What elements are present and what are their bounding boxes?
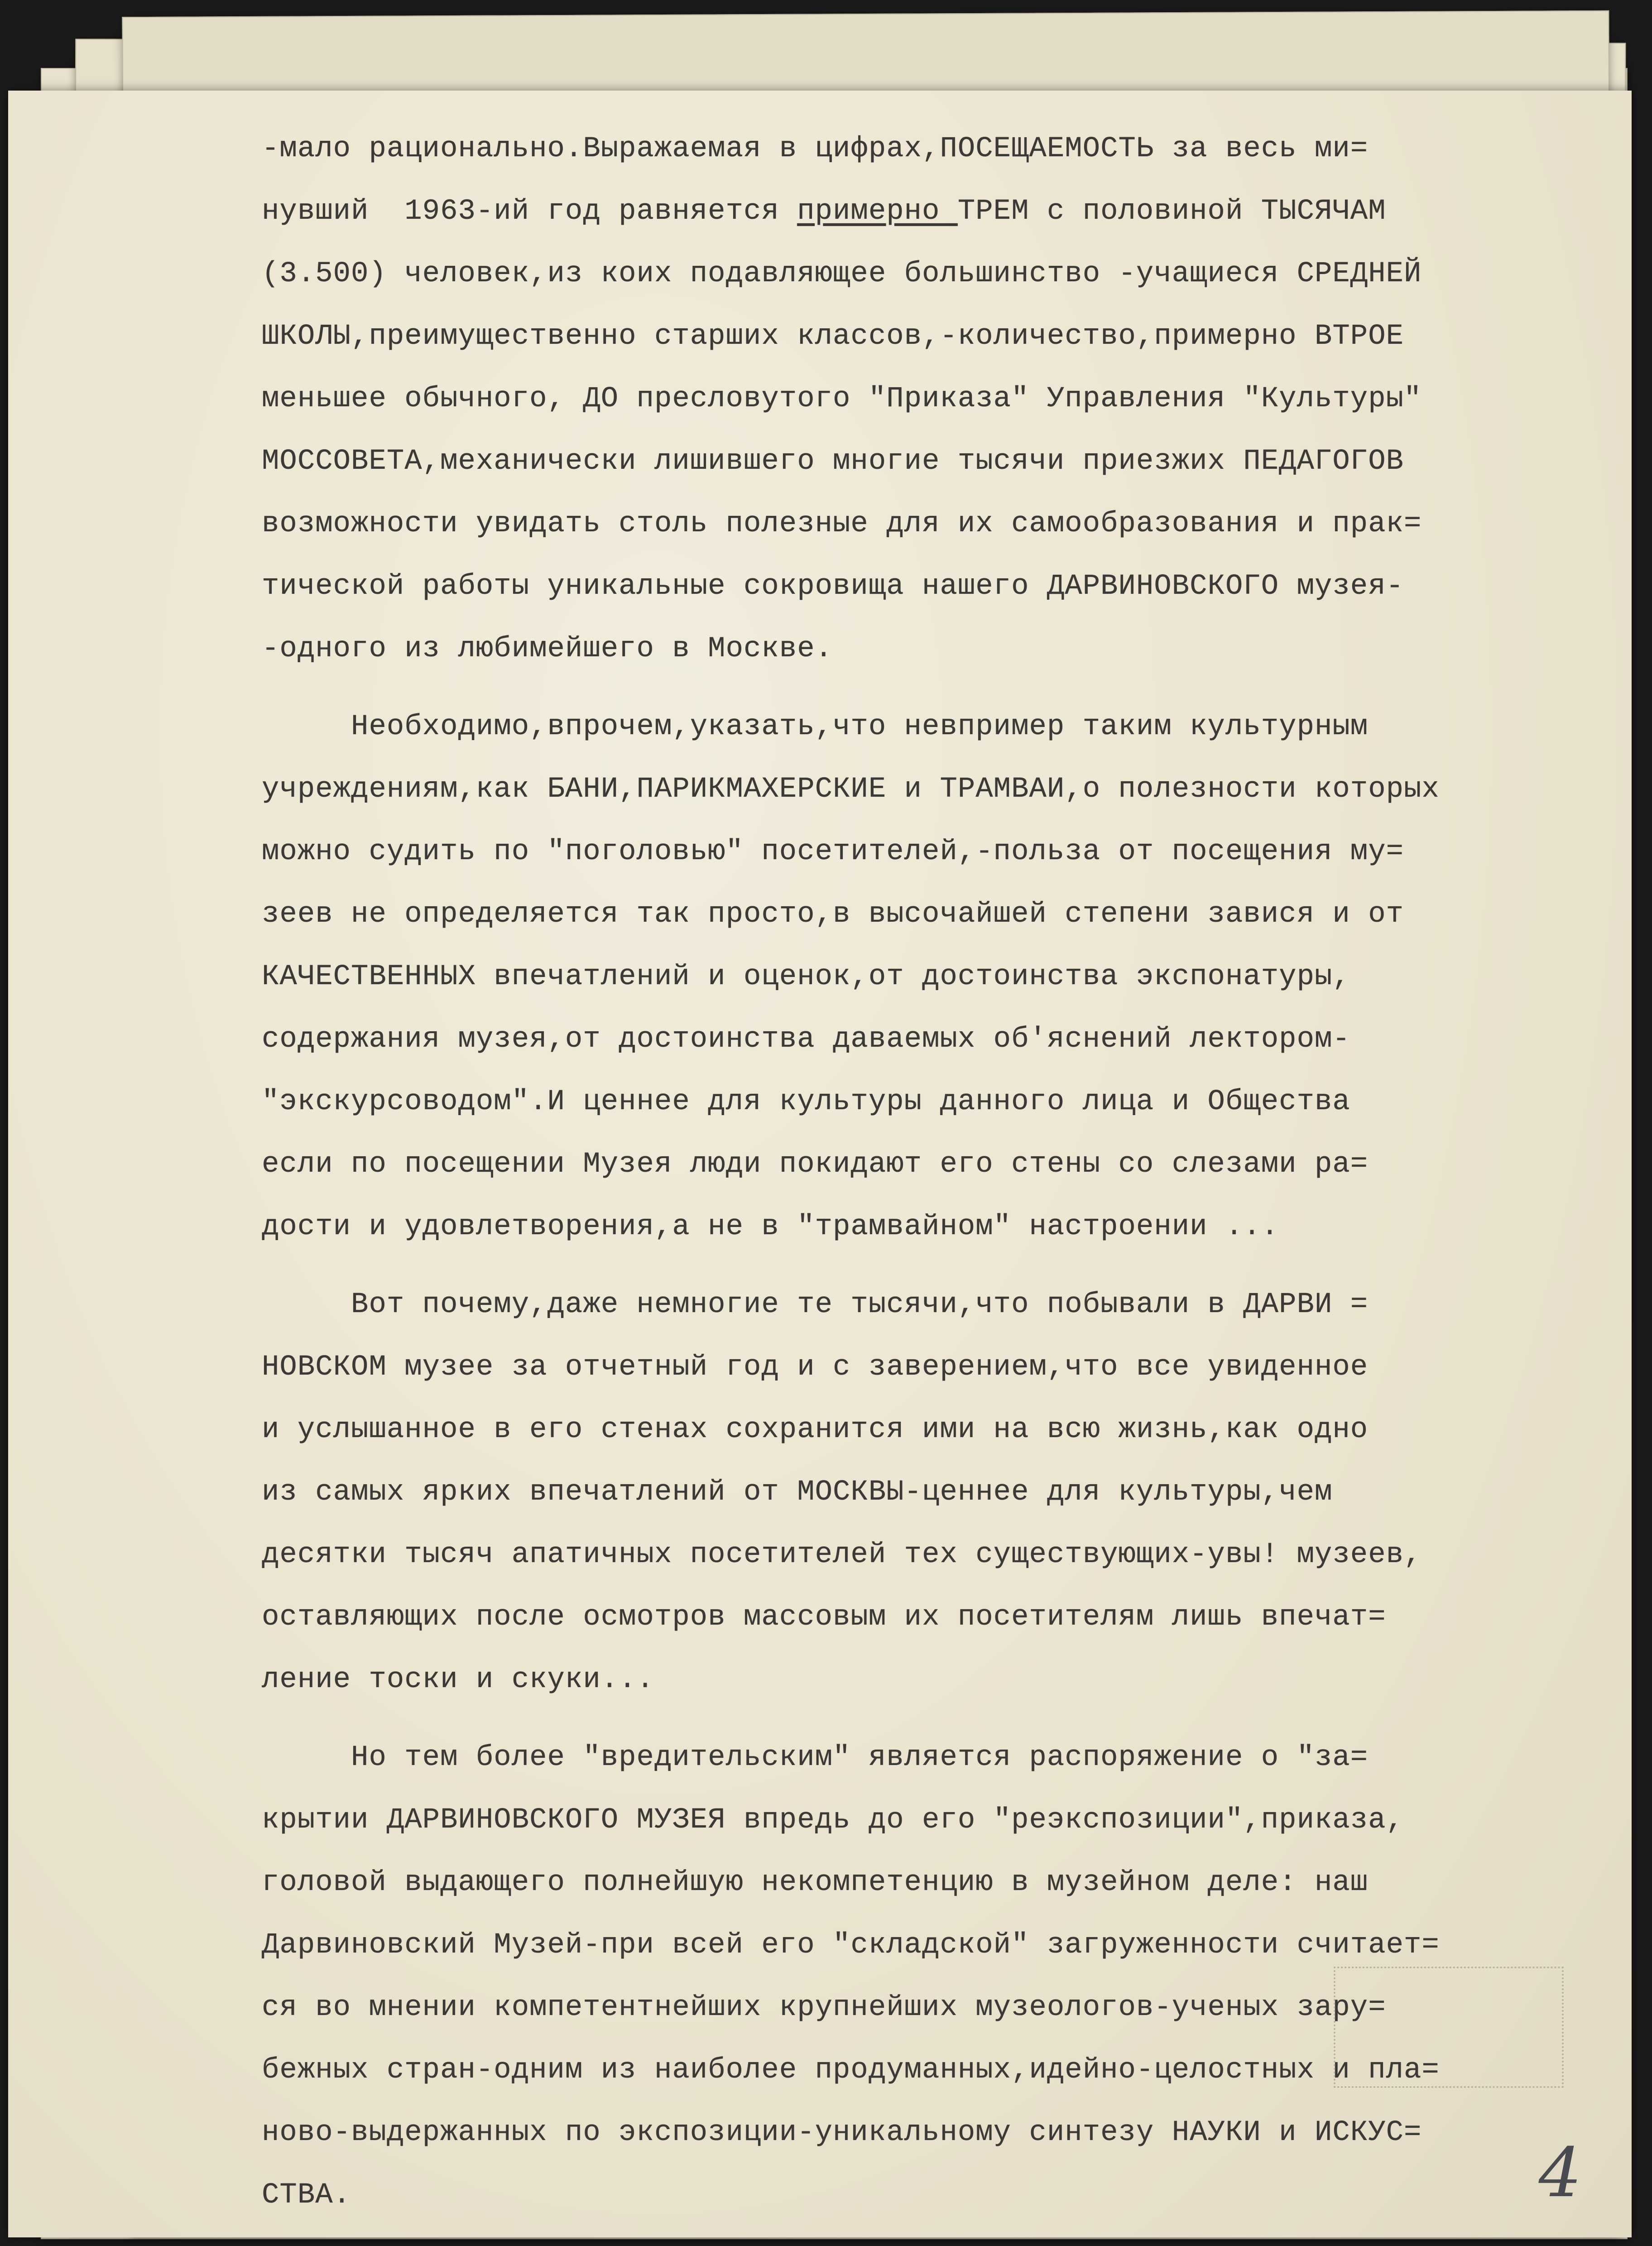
text-line: -одного из любимейшего в Москве. — [262, 633, 833, 665]
text-line: десятки тысяч апатичных посетителей тех существующих-увы! музеев, — [262, 1539, 1422, 1571]
underlined-word: примерно — [797, 195, 958, 228]
text-line: МОССОВЕТА,механически лишившего многие тысячи приезжих ПЕДАГОГОВ — [262, 445, 1404, 478]
text-line: ление тоски и скуки... — [262, 1664, 654, 1696]
text-line: можно судить по "поголовью" посетителей,-польза от посещения му= — [262, 836, 1404, 868]
text-line: нувший 1963-ий год равняется примерно ТРЕМ с половиной ТЫСЯЧАМ — [262, 195, 1386, 228]
typewritten-page — [8, 91, 1632, 2237]
text-line: КАЧЕСТВЕННЫХ впечатлений и оценок,от достоинства экспонатуры, — [262, 961, 1350, 993]
text-line: Необходимо,впрочем,указать,что невпример таким культурным — [262, 711, 1369, 743]
text-line: (3.500) человек,из коих подавляющее большинство -учащиеся СРЕДНЕЙ — [262, 258, 1422, 290]
text-line: ново-выдержанных по экспозиции-уникальному синтезу НАУКИ и ИСКУС= — [262, 2116, 1422, 2149]
text-line: содержания музея,от достоинства даваемых об'яснений лектором- — [262, 1023, 1350, 1056]
text-line: Но тем более "вредительским" является распоряжение о "за= — [262, 1741, 1369, 1774]
text-line: -мало рационально.Выражаемая в цифрах,ПОСЕЩАЕМОСТЬ за весь ми= — [262, 133, 1369, 165]
text-line: "экскурсоводом".И ценнее для культуры данного лица и Общества — [262, 1086, 1350, 1118]
text-line: тической работы уникальные сокровища нашего ДАРВИНОВСКОГО музея- — [262, 570, 1404, 603]
handwritten-page-number: 4 — [1538, 2134, 1582, 2212]
text-line: меньшее обычного, ДО пресловутого "Приказа" Управления "Культуры" — [262, 383, 1422, 415]
text-line: ШКОЛЫ,преимущественно старших классов,-количество,примерно ВТРОЕ — [262, 320, 1404, 353]
text-line: Дарвиновский Музей-при всей его "складской" загруженности считает= — [262, 1929, 1440, 1962]
typed-text-block — [262, 118, 1598, 2227]
text-line: дости и удовлетворения,а не в "трамвайном" настроении ... — [262, 1211, 1279, 1243]
text-line: возможности увидать столь полезные для их самообразования и прак= — [262, 508, 1422, 540]
text-line: и услышанное в его стенах сохранится ими на всю жизнь,как одно — [262, 1414, 1369, 1446]
text-line: НОВСКОМ музее за отчетный год и с заверением,что все увиденное — [262, 1351, 1369, 1384]
text-line: головой выдающего полнейшую некомпетенцию в музейном деле: наш — [262, 1866, 1369, 1899]
text-line: крытии ДАРВИНОВСКОГО МУЗЕЯ впредь до его "реэкспозиции",приказа, — [262, 1804, 1404, 1837]
text-line: бежных стран-одним из наиболее продуманных,идейно-целостных и пла= — [262, 2054, 1440, 2087]
text-line: СТВА. — [262, 2179, 351, 2212]
text-line: учреждениям,как БАНИ,ПАРИКМАХЕРСКИЕ и ТРАМВАИ,о полезности которых — [262, 773, 1440, 806]
text-line: ся во мнении компетентнейших крупнейших музеологов-ученых зару= — [262, 1991, 1386, 2024]
faded-stamp-box — [1334, 1967, 1564, 2088]
text-line: если по посещении Музея люди покидают его стены со слезами ра= — [262, 1148, 1369, 1181]
text-line: Вот почему,даже немногие те тысячи,что побывали в ДАРВИ = — [262, 1289, 1369, 1321]
text-line: из самых ярких впечатлений от МОСКВЫ-ценнее для культуры,чем — [262, 1476, 1333, 1509]
text-line: зеев не определяется так просто,в высочайшей степени завися и от — [262, 898, 1404, 931]
text-line: оставляющих после осмотров массовым их посетителям лишь впечат= — [262, 1601, 1386, 1634]
